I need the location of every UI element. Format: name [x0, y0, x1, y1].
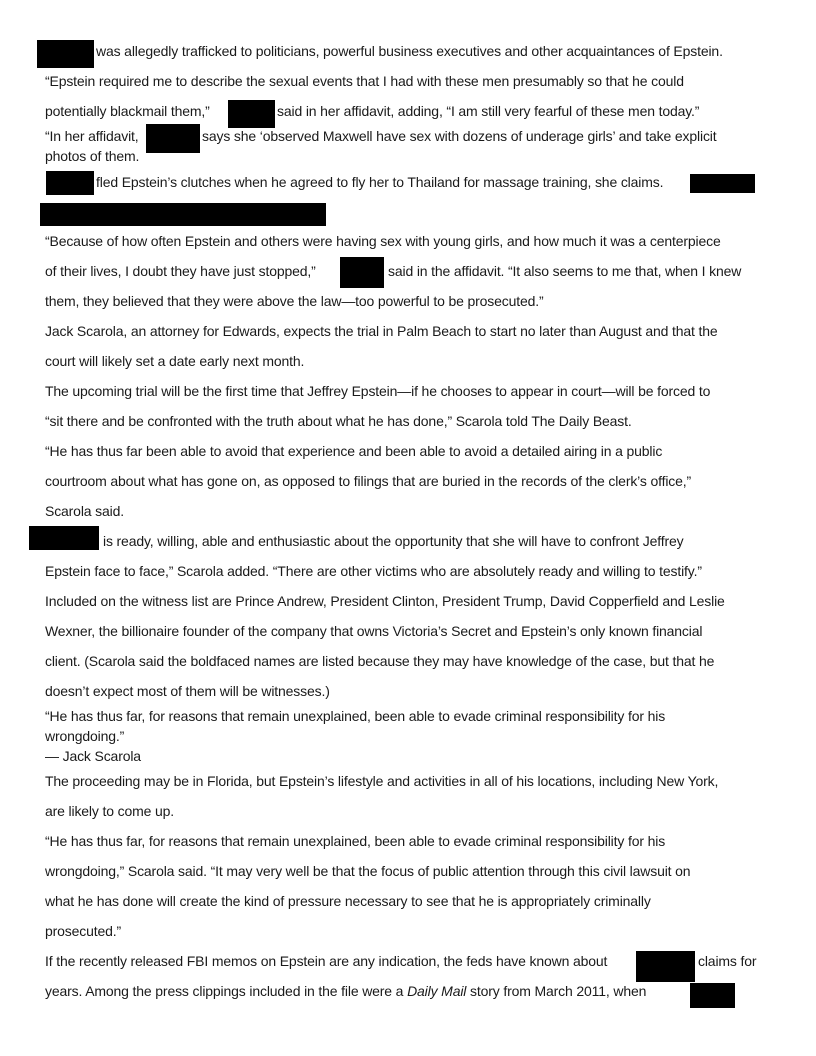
paragraph-line: wrongdoing,” Scarola said. “It may very well be that the focus of public attention through this civil lawsuit on: [45, 863, 691, 879]
paragraph-line: are likely to come up.: [45, 803, 174, 819]
pull-quote-attribution: — Jack Scarola: [45, 748, 141, 764]
paragraph-line: potentially blackmail them,”: [45, 103, 210, 119]
redaction-box: [636, 951, 695, 982]
paragraph-line: fled Epstein’s clutches when he agreed to fly her to Thailand for massage training, she claims.: [96, 174, 664, 190]
paragraph-line: Jack Scarola, an attorney for Edwards, expects the trial in Palm Beach to start no later than August and that the: [45, 323, 718, 339]
redaction-box: [146, 124, 200, 153]
paragraph-line: of their lives, I doubt they have just stopped,”: [45, 263, 316, 279]
paragraph-line: Wexner, the billionaire founder of the company that owns Victoria’s Secret and Epstein’s only known financial: [45, 623, 703, 639]
paragraph-text: years. Among the press clippings included in the file were a: [45, 983, 404, 999]
paragraph-line: said in her affidavit, adding, “I am still very fearful of these men today.”: [277, 103, 700, 119]
paragraph-line: client. (Scarola said the boldfaced names are listed because they may have knowledge of the case, but that he: [45, 653, 715, 669]
redaction-box: [228, 100, 275, 128]
paragraph-line: “Epstein required me to describe the sexual events that I had with these men presumably so that he could: [45, 73, 684, 89]
paragraph-line: was allegedly trafficked to politicians, powerful business executives and other acquaintances of Epstein.: [96, 43, 723, 59]
paragraph-line: says she ‘observed Maxwell have sex with dozens of underage girls’ and take explicit: [202, 128, 717, 144]
paragraph-line: said in the affidavit. “It also seems to me that, when I knew: [388, 263, 742, 279]
paragraph-line: photos of them.: [45, 148, 140, 164]
paragraph-line: [45, 983, 646, 999]
publication-name: Daily Mail: [407, 983, 467, 999]
paragraph-line: “He has thus far, for reasons that remain unexplained, been able to evade criminal responsibility for his: [45, 833, 666, 849]
paragraph-line: doesn’t expect most of them will be witnesses.): [45, 683, 330, 699]
pull-quote-line: wrongdoing.”: [45, 728, 125, 744]
paragraph-line: what he has done will create the kind of pressure necessary to see that he is appropriately criminally: [45, 893, 651, 909]
pull-quote-line: “He has thus far, for reasons that remain unexplained, been able to evade criminal responsibility for his: [45, 708, 666, 724]
paragraph-line: The upcoming trial will be the first time that Jeffrey Epstein—if he chooses to appear in court—will be forced to: [45, 383, 711, 399]
redaction-box: [46, 171, 94, 195]
paragraph-line: courtroom about what has gone on, as opposed to filings that are buried in the records of the clerk’s office,”: [45, 473, 692, 489]
redaction-box: [690, 174, 755, 193]
paragraph-line: “In her affidavit,: [45, 128, 139, 144]
paragraph-line: Scarola said.: [45, 503, 124, 519]
paragraph-line: claims for: [698, 953, 757, 969]
paragraph-line: Epstein face to face,” Scarola added. “There are other victims who are absolutely ready and willing to testify.”: [45, 563, 702, 579]
paragraph-line: Included on the witness list are Prince Andrew, President Clinton, President Trump, David Copperfield and Leslie: [45, 593, 725, 609]
paragraph-text: story from March 2011, when: [470, 983, 647, 999]
paragraph-line: is ready, willing, able and enthusiastic about the opportunity that she will have to confront Jeffrey: [103, 533, 684, 549]
redaction-box: [40, 203, 326, 226]
paragraph-line: “sit there and be confronted with the truth about what he has done,” Scarola told The Daily Beast.: [45, 413, 632, 429]
redaction-box: [340, 257, 384, 288]
redaction-box: [29, 526, 99, 550]
paragraph-line: “Because of how often Epstein and others were having sex with young girls, and how much it was a centerpiece: [45, 233, 721, 249]
paragraph-line: them, they believed that they were above the law—too powerful to be prosecuted.”: [45, 293, 544, 309]
redaction-box: [37, 40, 94, 68]
paragraph-line: prosecuted.”: [45, 923, 122, 939]
paragraph-line: court will likely set a date early next month.: [45, 353, 305, 369]
paragraph-line: “He has thus far been able to avoid that experience and been able to avoid a detailed airing in a public: [45, 443, 663, 459]
paragraph-line: The proceeding may be in Florida, but Epstein’s lifestyle and activities in all of his locations, including New York,: [45, 773, 719, 789]
redaction-box: [690, 983, 735, 1008]
paragraph-line: If the recently released FBI memos on Epstein are any indication, the feds have known about: [45, 953, 608, 969]
